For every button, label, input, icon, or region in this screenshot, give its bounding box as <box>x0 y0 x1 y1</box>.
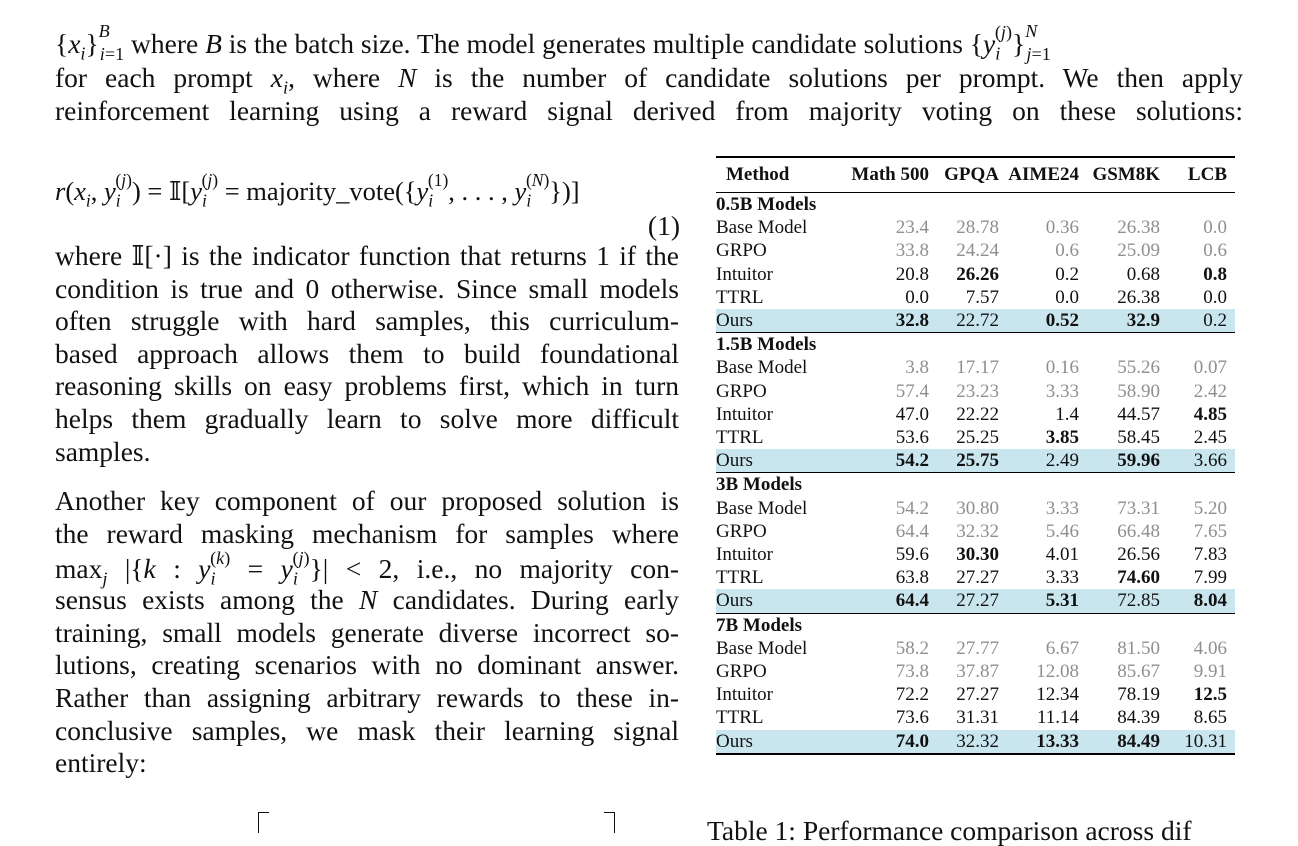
paragraph-line: $\max_j |\{k$ : $y_i^{(k)} = y_i^{(j)}\}| < 2$, i.e., no majority con- <box>55 547 680 589</box>
table-body <box>716 193 1235 754</box>
math-xi: $x_i$ <box>270 62 289 98</box>
value-cell: 22.22 <box>956 403 999 425</box>
value-cell: 37.87 <box>956 661 999 683</box>
value-cell: 7.99 <box>1193 567 1227 589</box>
best-value: 8.04 <box>1193 590 1227 612</box>
method-cell: Base Model <box>716 637 808 659</box>
table-row <box>716 589 1235 613</box>
paragraph-line: the reward masking mechanism for samples where <box>55 517 679 549</box>
value-cell: 5.20 <box>1193 497 1227 519</box>
paragraph-line: lutions, creating scenarios with no dominant answer. <box>55 649 679 681</box>
table-header-row <box>716 157 1235 193</box>
method-cell: TTRL <box>716 286 764 308</box>
group-label: 7B Models <box>716 613 1235 637</box>
value-cell: 26.38 <box>1117 286 1160 308</box>
value-cell <box>937 449 1007 473</box>
table-row <box>716 497 1235 520</box>
results-table <box>716 156 1235 755</box>
paragraph-2 <box>55 485 679 780</box>
table-row <box>716 566 1235 589</box>
value-cell: 22.72 <box>937 309 1007 333</box>
value-cell: 17.17 <box>956 357 999 379</box>
method-cell: Ours <box>716 309 844 333</box>
equation-1-number: (1) <box>647 210 680 241</box>
table-row <box>716 683 1235 706</box>
value-cell: 32.32 <box>956 520 999 542</box>
table-row <box>716 263 1235 286</box>
table-caption-cut: Table 1: Performance comparison across dif <box>707 815 1192 846</box>
value-cell: 84.39 <box>1117 707 1160 729</box>
col-header-gpqa: GPQA <box>937 157 1007 193</box>
value-cell: 66.48 <box>1117 520 1160 542</box>
value-cell: 7.65 <box>1193 520 1227 542</box>
paragraph-line: often struggle with hard samples, this curriculum- <box>55 305 679 337</box>
value-cell: 44.57 <box>1117 403 1160 425</box>
value-cell: 12.08 <box>1036 661 1079 683</box>
value-cell: 3.33 <box>1045 567 1079 589</box>
col-header-math500: Math 500 <box>844 157 937 193</box>
equation-2-bracket-right <box>604 812 615 833</box>
best-value: 25.75 <box>956 450 999 472</box>
value-cell: 63.8 <box>895 567 929 589</box>
method-cell: Intuitor <box>716 544 773 566</box>
table-row <box>716 520 1235 543</box>
value-cell: 0.0 <box>905 286 929 308</box>
table-group-row <box>716 613 1235 637</box>
value-cell: 0.0 <box>1203 286 1227 308</box>
value-cell: 12.34 <box>1036 684 1079 706</box>
paragraph-line: Rather than assigning arbitrary rewards to these in- <box>55 681 679 713</box>
value-cell: 25.25 <box>956 427 999 449</box>
paragraph-line: sensus exists among the N candidates. During early <box>55 584 679 616</box>
math-N: N <box>359 584 378 616</box>
value-cell: 73.8 <box>895 661 929 683</box>
value-cell <box>844 309 937 333</box>
best-value: 12.5 <box>1193 684 1227 706</box>
value-cell: 4.01 <box>1045 544 1079 566</box>
table-row <box>716 286 1235 309</box>
method-cell: Base Model <box>716 497 808 519</box>
value-cell: 0.2 <box>1055 263 1079 285</box>
value-cell: 58.90 <box>1117 380 1160 402</box>
best-value: 4.85 <box>1193 403 1227 425</box>
table-group-row <box>716 193 1235 217</box>
math-candidate-set: $\{y_i^{(j)}\}^N_{j=1}$ <box>969 21 1051 64</box>
value-cell: 0.2 <box>1168 309 1235 333</box>
best-value: 54.2 <box>895 450 929 472</box>
value-cell: 73.6 <box>895 707 929 729</box>
method-cell: GRPO <box>716 661 767 683</box>
value-cell: 3.33 <box>1045 380 1079 402</box>
value-cell: 24.24 <box>956 240 999 262</box>
paragraph-line: training, small models generate diverse incorrect so- <box>55 616 679 648</box>
best-value: 13.33 <box>1036 730 1079 752</box>
value-cell: 10.31 <box>1168 730 1235 754</box>
value-cell: 3.8 <box>905 357 929 379</box>
best-value: 0.52 <box>1045 310 1079 332</box>
value-cell: 20.8 <box>895 263 929 285</box>
value-cell: 8.65 <box>1193 707 1227 729</box>
value-cell: 72.85 <box>1087 589 1168 613</box>
intro-line-1: $\{x_i\}^B_{i=1}$ where B is the batch size. The model generates multiple candidate solutions $\{y_i^{(j)}\}^N_{j=1}$ <box>55 21 1051 64</box>
value-cell: 9.91 <box>1193 661 1227 683</box>
best-value: 74.60 <box>1117 567 1160 589</box>
value-cell: 23.4 <box>895 217 929 239</box>
value-cell: 3.66 <box>1168 449 1235 473</box>
majority-vote-func: majority_vote <box>246 176 395 206</box>
paragraph-line: conclusive samples, we mask their learning signal <box>55 714 679 746</box>
method-cell: Intuitor <box>716 263 773 285</box>
value-cell: 26.38 <box>1117 217 1160 239</box>
table-row <box>716 356 1235 379</box>
paragraph-line: where 𝕀[·] is the indicator function that returns 1 if the <box>55 240 679 271</box>
value-cell <box>937 543 1007 566</box>
value-cell: 78.19 <box>1117 684 1160 706</box>
table-row <box>716 403 1235 426</box>
value-cell: 72.2 <box>895 684 929 706</box>
method-cell: Ours <box>716 449 844 473</box>
value-cell <box>844 589 937 613</box>
value-cell: 28.78 <box>956 217 999 239</box>
value-cell: 53.6 <box>895 427 929 449</box>
value-cell: 27.27 <box>937 589 1007 613</box>
method-cell: TTRL <box>716 707 764 729</box>
value-cell: 31.31 <box>956 707 999 729</box>
value-cell: 2.49 <box>1007 449 1087 473</box>
value-cell: 2.45 <box>1193 427 1227 449</box>
value-cell: 26.56 <box>1117 544 1160 566</box>
col-header-method: Method <box>716 157 844 193</box>
value-cell: 0.68 <box>1126 263 1160 285</box>
group-label: 0.5B Models <box>716 194 817 215</box>
value-cell <box>1007 426 1087 449</box>
value-cell: 27.27 <box>956 684 999 706</box>
value-cell: 27.77 <box>956 637 999 659</box>
method-cell: Ours <box>716 730 844 754</box>
value-cell: 32.32 <box>937 730 1007 754</box>
table-row <box>716 380 1235 403</box>
value-cell <box>1168 403 1235 426</box>
method-cell: Base Model <box>716 357 808 379</box>
method-cell: TTRL <box>716 567 764 589</box>
best-value: 30.30 <box>956 544 999 566</box>
value-cell: 47.0 <box>895 403 929 425</box>
value-cell <box>1168 683 1235 706</box>
paragraph-line: entirely: <box>55 747 147 779</box>
value-cell: 58.2 <box>895 637 929 659</box>
value-cell: 30.80 <box>956 497 999 519</box>
method-cell: GRPO <box>716 380 767 402</box>
table-row <box>716 426 1235 449</box>
value-cell <box>1168 589 1235 613</box>
method-cell: Intuitor <box>716 684 773 706</box>
method-cell: Ours <box>716 589 844 613</box>
table-row <box>716 660 1235 683</box>
equation-2-bracket <box>258 812 269 833</box>
value-cell <box>844 730 937 754</box>
paragraph-line: based approach allows them to build foundational <box>55 337 679 369</box>
best-value: 26.26 <box>956 263 999 285</box>
value-cell: 33.8 <box>895 240 929 262</box>
paragraph-line: reasoning skills on easy problems first, which in turn <box>55 370 679 402</box>
value-cell: 85.67 <box>1117 661 1160 683</box>
paragraph-line: helps them gradually learn to solve more difficult <box>55 402 679 434</box>
value-cell: 73.31 <box>1117 497 1160 519</box>
table-row <box>716 449 1235 473</box>
method-cell: TTRL <box>716 427 764 449</box>
value-cell <box>1007 730 1087 754</box>
method-cell: GRPO <box>716 240 767 262</box>
value-cell: 27.27 <box>956 567 999 589</box>
table-group-row <box>716 473 1235 497</box>
col-header-lcb: LCB <box>1168 157 1235 193</box>
best-value: 64.4 <box>895 590 929 612</box>
best-value: 32.9 <box>1126 310 1160 332</box>
value-cell: 58.45 <box>1117 427 1160 449</box>
group-label: 1.5B Models <box>716 333 1235 357</box>
table-row <box>716 239 1235 262</box>
value-cell <box>844 449 937 473</box>
table-row <box>716 216 1235 239</box>
table-row <box>716 637 1235 660</box>
value-cell: 59.6 <box>895 544 929 566</box>
value-cell: 0.6 <box>1203 240 1227 262</box>
value-cell: 2.42 <box>1193 380 1227 402</box>
table-group-row <box>716 333 1235 357</box>
table-row <box>716 309 1235 333</box>
best-value: 59.96 <box>1117 450 1160 472</box>
method-cell: Intuitor <box>716 403 773 425</box>
value-cell: 81.50 <box>1117 637 1160 659</box>
value-cell <box>937 263 1007 286</box>
best-value: 84.49 <box>1117 730 1160 752</box>
paragraph-line: condition is true and 0 otherwise. Since small models <box>55 272 679 304</box>
value-cell: 0.16 <box>1045 357 1079 379</box>
value-cell: 1.4 <box>1055 403 1079 425</box>
value-cell: 0.07 <box>1193 357 1227 379</box>
paragraph-line: Another key component of our proposed solution is <box>55 485 679 516</box>
math-N: N <box>398 62 417 93</box>
col-header-gsm8k: GSM8K <box>1087 157 1168 193</box>
math-B: B <box>205 28 222 59</box>
value-cell: 7.83 <box>1193 544 1227 566</box>
value-cell: 64.4 <box>895 520 929 542</box>
paragraph-1 <box>55 240 679 468</box>
value-cell: 23.23 <box>956 380 999 402</box>
method-cell: GRPO <box>716 520 767 542</box>
paragraph-line: samples. <box>55 435 151 467</box>
value-cell <box>1087 730 1168 754</box>
method-cell: Base Model <box>716 217 808 239</box>
math-max-condition: $\max_j |\{k$ : $y_i^{(k)} = y_i^{(j)}\}| < 2$ <box>55 547 393 589</box>
table-row <box>716 543 1235 566</box>
value-cell <box>1087 449 1168 473</box>
value-cell: 3.33 <box>1045 497 1079 519</box>
col-header-aime24: AIME24 <box>1007 157 1087 193</box>
value-cell: 5.46 <box>1045 520 1079 542</box>
group-label: 3B Models <box>716 473 1235 497</box>
best-value: 74.0 <box>895 730 929 752</box>
math-batch-set: $\{x_i\}^B_{i=1}$ <box>55 21 125 64</box>
value-cell: 57.4 <box>895 380 929 402</box>
intro-line-3: reinforcement learning using a reward signal derived from majority voting on these solutions: <box>55 95 1243 126</box>
best-value: 32.8 <box>895 310 929 332</box>
table-row <box>716 706 1235 729</box>
value-cell: 0.6 <box>1055 240 1079 262</box>
best-value: 0.8 <box>1203 263 1227 285</box>
table-row <box>716 730 1235 754</box>
value-cell: 25.09 <box>1117 240 1160 262</box>
value-cell <box>1168 263 1235 286</box>
value-cell <box>1007 589 1087 613</box>
value-cell: 6.67 <box>1045 637 1079 659</box>
value-cell: 0.0 <box>1203 217 1227 239</box>
value-cell: 55.26 <box>1117 357 1160 379</box>
value-cell <box>1087 309 1168 333</box>
intro-line-2: for each prompt $x_i$, where N is the number of candidate solutions per prompt. We then apply <box>55 62 1243 98</box>
value-cell <box>1087 566 1168 589</box>
best-value: 3.85 <box>1045 427 1079 449</box>
value-cell: 7.57 <box>965 286 999 308</box>
value-cell: 11.14 <box>1036 707 1079 729</box>
value-cell: 4.06 <box>1193 637 1227 659</box>
value-cell <box>1007 309 1087 333</box>
value-cell: 0.36 <box>1045 217 1079 239</box>
equation-1: $r(x_i$, $y_i^{(j)}$) = $𝕀[y_i^{(j)}$ = $majority\_vote(\{y_i^{(1)}$, . . . , $y_i^{(N)}$})] <box>55 169 580 211</box>
value-cell: 0.0 <box>1055 286 1079 308</box>
value-cell: 54.2 <box>895 497 929 519</box>
best-value: 5.31 <box>1045 590 1079 612</box>
